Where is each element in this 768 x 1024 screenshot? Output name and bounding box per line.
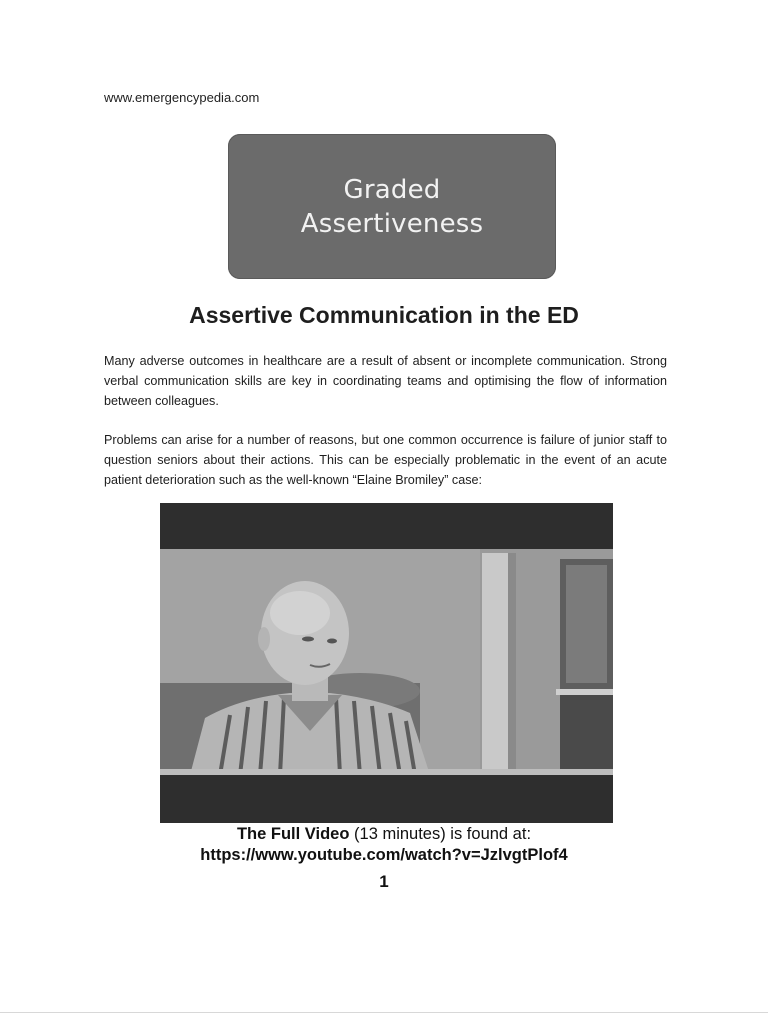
video-still-image[interactable] (160, 503, 613, 823)
page-number: 1 (379, 872, 389, 891)
video-caption (0, 824, 768, 845)
banner-line-1: Graded (343, 174, 441, 205)
video-caption-bold: The Full Video (236, 825, 350, 843)
page-bottom-edge (0, 1012, 768, 1013)
paragraph-problems: Problems can arise for a number of reasons, but one common occurrence is failure of junior staff to question seniors about their actions. This can be especially problematic in the event of an acute patient deterioration such as the well-known “Elaine Bromiley” case: (104, 433, 667, 487)
video-caption-rest: (13 minutes) is found at: (349, 825, 532, 843)
title-banner (228, 134, 556, 279)
video-still-illustration (160, 503, 613, 823)
video-url-link[interactable]: https://www.youtube.com/watch?v=JzlvgtPlof4 (200, 846, 568, 864)
banner-line-2: Assertiveness (300, 208, 484, 239)
paragraph-intro: Many adverse outcomes in healthcare are a result of absent or incomplete communication. Strong verbal communication skills are key in coordinating teams and optimising the flow of information between colleagues. (104, 354, 667, 408)
site-url: www.emergencypedia.com (104, 90, 260, 105)
page-title: Assertive Communication in the ED (189, 302, 579, 328)
